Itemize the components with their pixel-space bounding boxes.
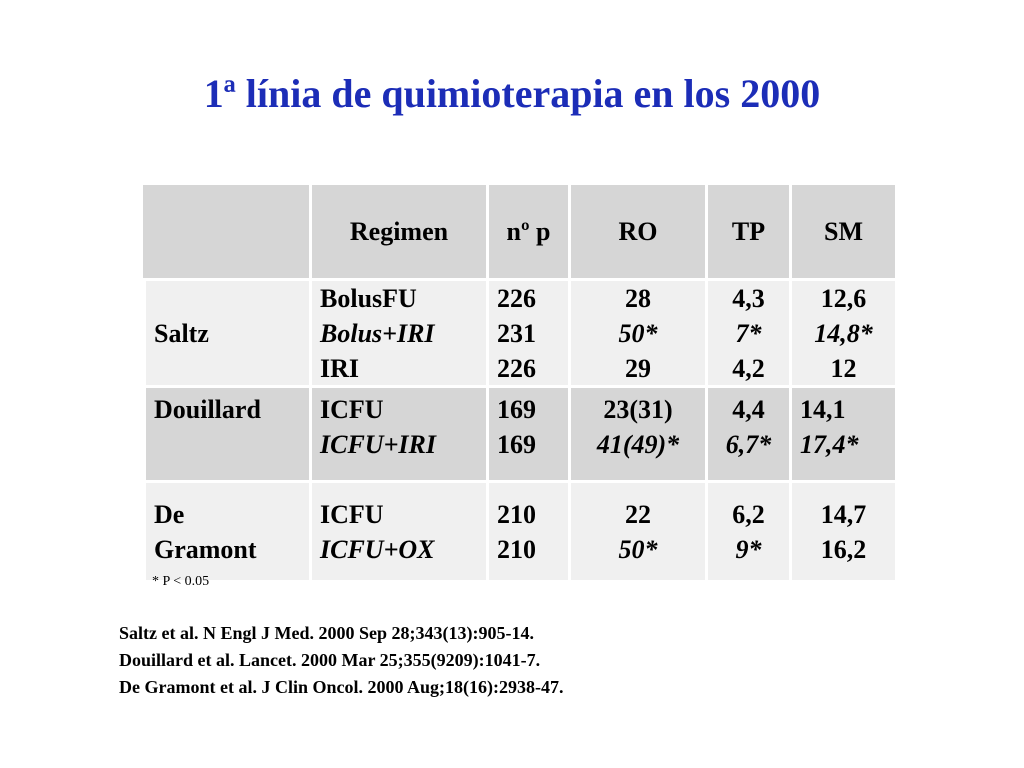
tp-value: 4,3 — [732, 283, 765, 313]
regimen-item: ICFU+IRI — [320, 430, 436, 459]
regimen-item: BolusFU — [320, 283, 417, 313]
ro-cell — [568, 281, 705, 388]
np-value: 226 — [497, 353, 536, 383]
study-douillard — [143, 388, 309, 483]
sm-cell — [789, 483, 895, 583]
ro-value: 28 — [625, 283, 651, 313]
ro-value: 50* — [618, 318, 658, 348]
header-ro: RO — [568, 185, 705, 281]
tp-value: 4,4 — [732, 395, 765, 424]
regimen-item: ICFU — [320, 499, 384, 529]
np-cell — [486, 483, 568, 583]
ro-value: 50* — [618, 534, 658, 564]
ro-value: 41(49)* — [596, 430, 680, 459]
np-value: 210 — [497, 499, 536, 529]
np-value: 169 — [497, 430, 536, 459]
study-name: Douillard — [154, 395, 261, 424]
sm-value: 16,2 — [820, 534, 867, 564]
np-cell — [486, 281, 568, 388]
header-empty — [143, 185, 309, 281]
np-value: 231 — [497, 318, 536, 348]
sm-value: 17,4* — [800, 430, 859, 459]
ro-value: 22 — [625, 499, 651, 529]
results-table — [143, 185, 895, 583]
np-value: 210 — [497, 534, 536, 564]
tp-cell — [705, 483, 789, 583]
tp-cell — [705, 281, 789, 388]
sm-value: 12 — [830, 353, 857, 383]
study-saltz — [143, 281, 309, 388]
ro-value: 29 — [625, 353, 651, 383]
ro-cell — [568, 388, 705, 483]
study-name: Gramont — [154, 534, 257, 564]
tp-value: 7* — [735, 318, 762, 348]
sm-cell — [789, 388, 895, 483]
header-np: nº p — [486, 185, 568, 281]
ro-value: 23(31) — [603, 395, 673, 424]
tp-value: 4,2 — [732, 353, 765, 383]
sm-value: 14,8* — [814, 318, 873, 348]
study-de-gramont — [143, 483, 309, 583]
sm-value: 12,6 — [820, 283, 867, 313]
sm-cell — [789, 281, 895, 388]
sm-value: 14,1 — [800, 395, 846, 424]
tp-value: 9* — [735, 534, 762, 564]
reference-item: De Gramont et al. J Clin Oncol. 2000 Aug;18(16):2938-47. — [119, 677, 564, 697]
np-value: 226 — [497, 283, 536, 313]
np-value: 169 — [497, 395, 536, 424]
reference-item: Saltz et al. N Engl J Med. 2000 Sep 28;343(13):905-14. — [119, 623, 534, 643]
regimen-item: IRI — [320, 353, 360, 383]
regimen-item: Bolus+IRI — [320, 318, 435, 348]
ro-cell — [568, 483, 705, 583]
regimen-cell — [309, 281, 486, 388]
regimen-item: ICFU — [320, 395, 384, 424]
regimen-item: ICFU+OX — [320, 534, 435, 564]
sm-value: 14,7 — [820, 499, 867, 529]
header-regimen: Regimen — [309, 185, 486, 281]
tp-value: 6,7* — [725, 430, 772, 459]
study-name: De — [154, 499, 185, 529]
slide-title: 1ª línia de quimioterapia en los 2000 — [203, 71, 821, 116]
reference-item: Douillard et al. Lancet. 2000 Mar 25;355(9209):1041-7. — [119, 650, 541, 670]
tp-cell — [705, 388, 789, 483]
references — [119, 620, 563, 701]
significance-footnote: * P < 0.05 — [152, 574, 210, 589]
np-cell — [486, 388, 568, 483]
header-tp: TP — [705, 185, 789, 281]
regimen-cell — [309, 388, 486, 483]
regimen-cell — [309, 483, 486, 583]
tp-value: 6,2 — [732, 499, 765, 529]
study-name: Saltz — [154, 318, 209, 348]
header-sm: SM — [789, 185, 895, 281]
